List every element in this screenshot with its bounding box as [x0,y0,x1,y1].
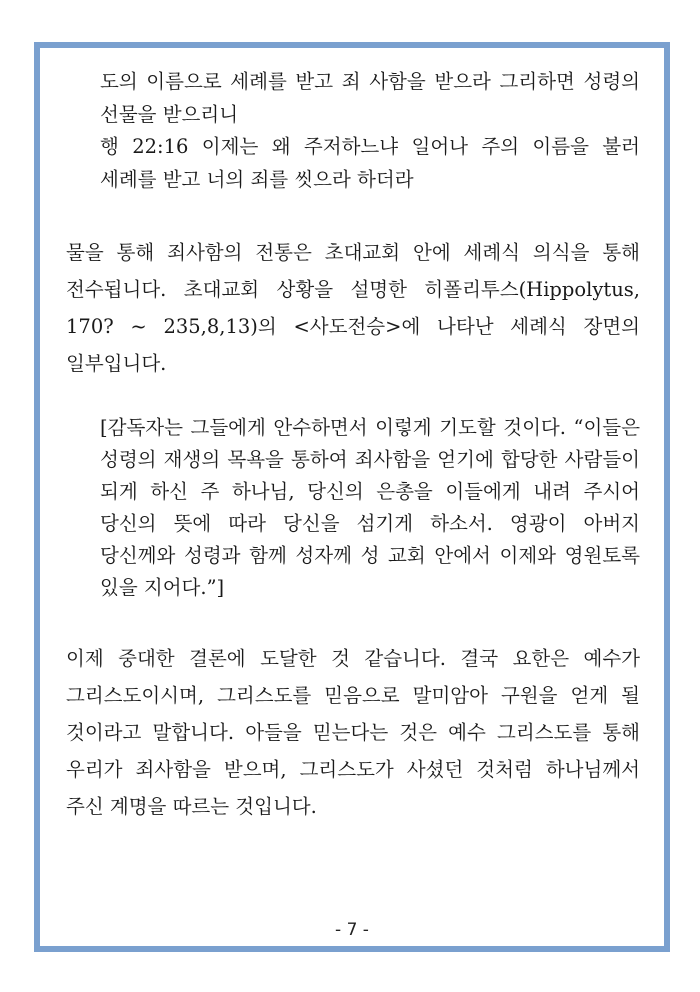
scripture-quote-block [100,66,640,196]
spacer [66,604,640,640]
paragraph-conclusion: 이제 중대한 결론에 도달한 것 같습니다. 결국 요한은 예수가 그리스도이시며, 그리스도를 믿음으로 말미암아 구원을 얻게 될 것이라고 말합니다. 아들을 믿는다는 것은 예수 그리스도를 통해 우리가 죄사함을 받으며, 그리스도가 사셨던 것처럼 하나님께서 주신 계명을 따르는 것입니다. [66,647,640,818]
page-number: - 7 - [335,920,369,940]
paragraph-tradition: 물을 통해 죄사함의 전통은 초대교회 안에 세례식 의식을 통해 전수됩니다. 초대교회 상황을 설명한 히폴리투스(Hippolytus, 170? ~ 235,8,13)의 <사도전승>에 나타난 세례식 장면의 일부입니다. [66,241,640,375]
spacer [66,196,640,234]
document-body [66,66,640,825]
page-frame [34,42,670,952]
scripture-line-acts-22-16: 행 22:16 이제는 왜 주저하느냐 일어나 주의 이름을 불러 세례를 받고 너의 죄를 씻으라 하더라 [100,135,640,191]
prayer-quote-block: [감독자는 그들에게 안수하면서 이렇게 기도할 것이다. “이들은 성령의 재생의 목욕을 통하여 죄사함을 얻기에 합당한 사람들이 되게 하신 주 하나님, 당신의 은총을 이들에게 내려 주시어 당신의 뜻에 따라 당신을 섬기게 하소서. 영광이 아버지 당신께와 성령과 함께 성자께 성 교회 안에서 이제와 영원토록 있을 지어다.”] [100,416,640,599]
scripture-line-acts-2-38: 도의 이름으로 세례를 받고 죄 사함을 받으라 그리하면 성령의 선물을 받으리니 [100,70,640,126]
spacer [66,382,640,412]
